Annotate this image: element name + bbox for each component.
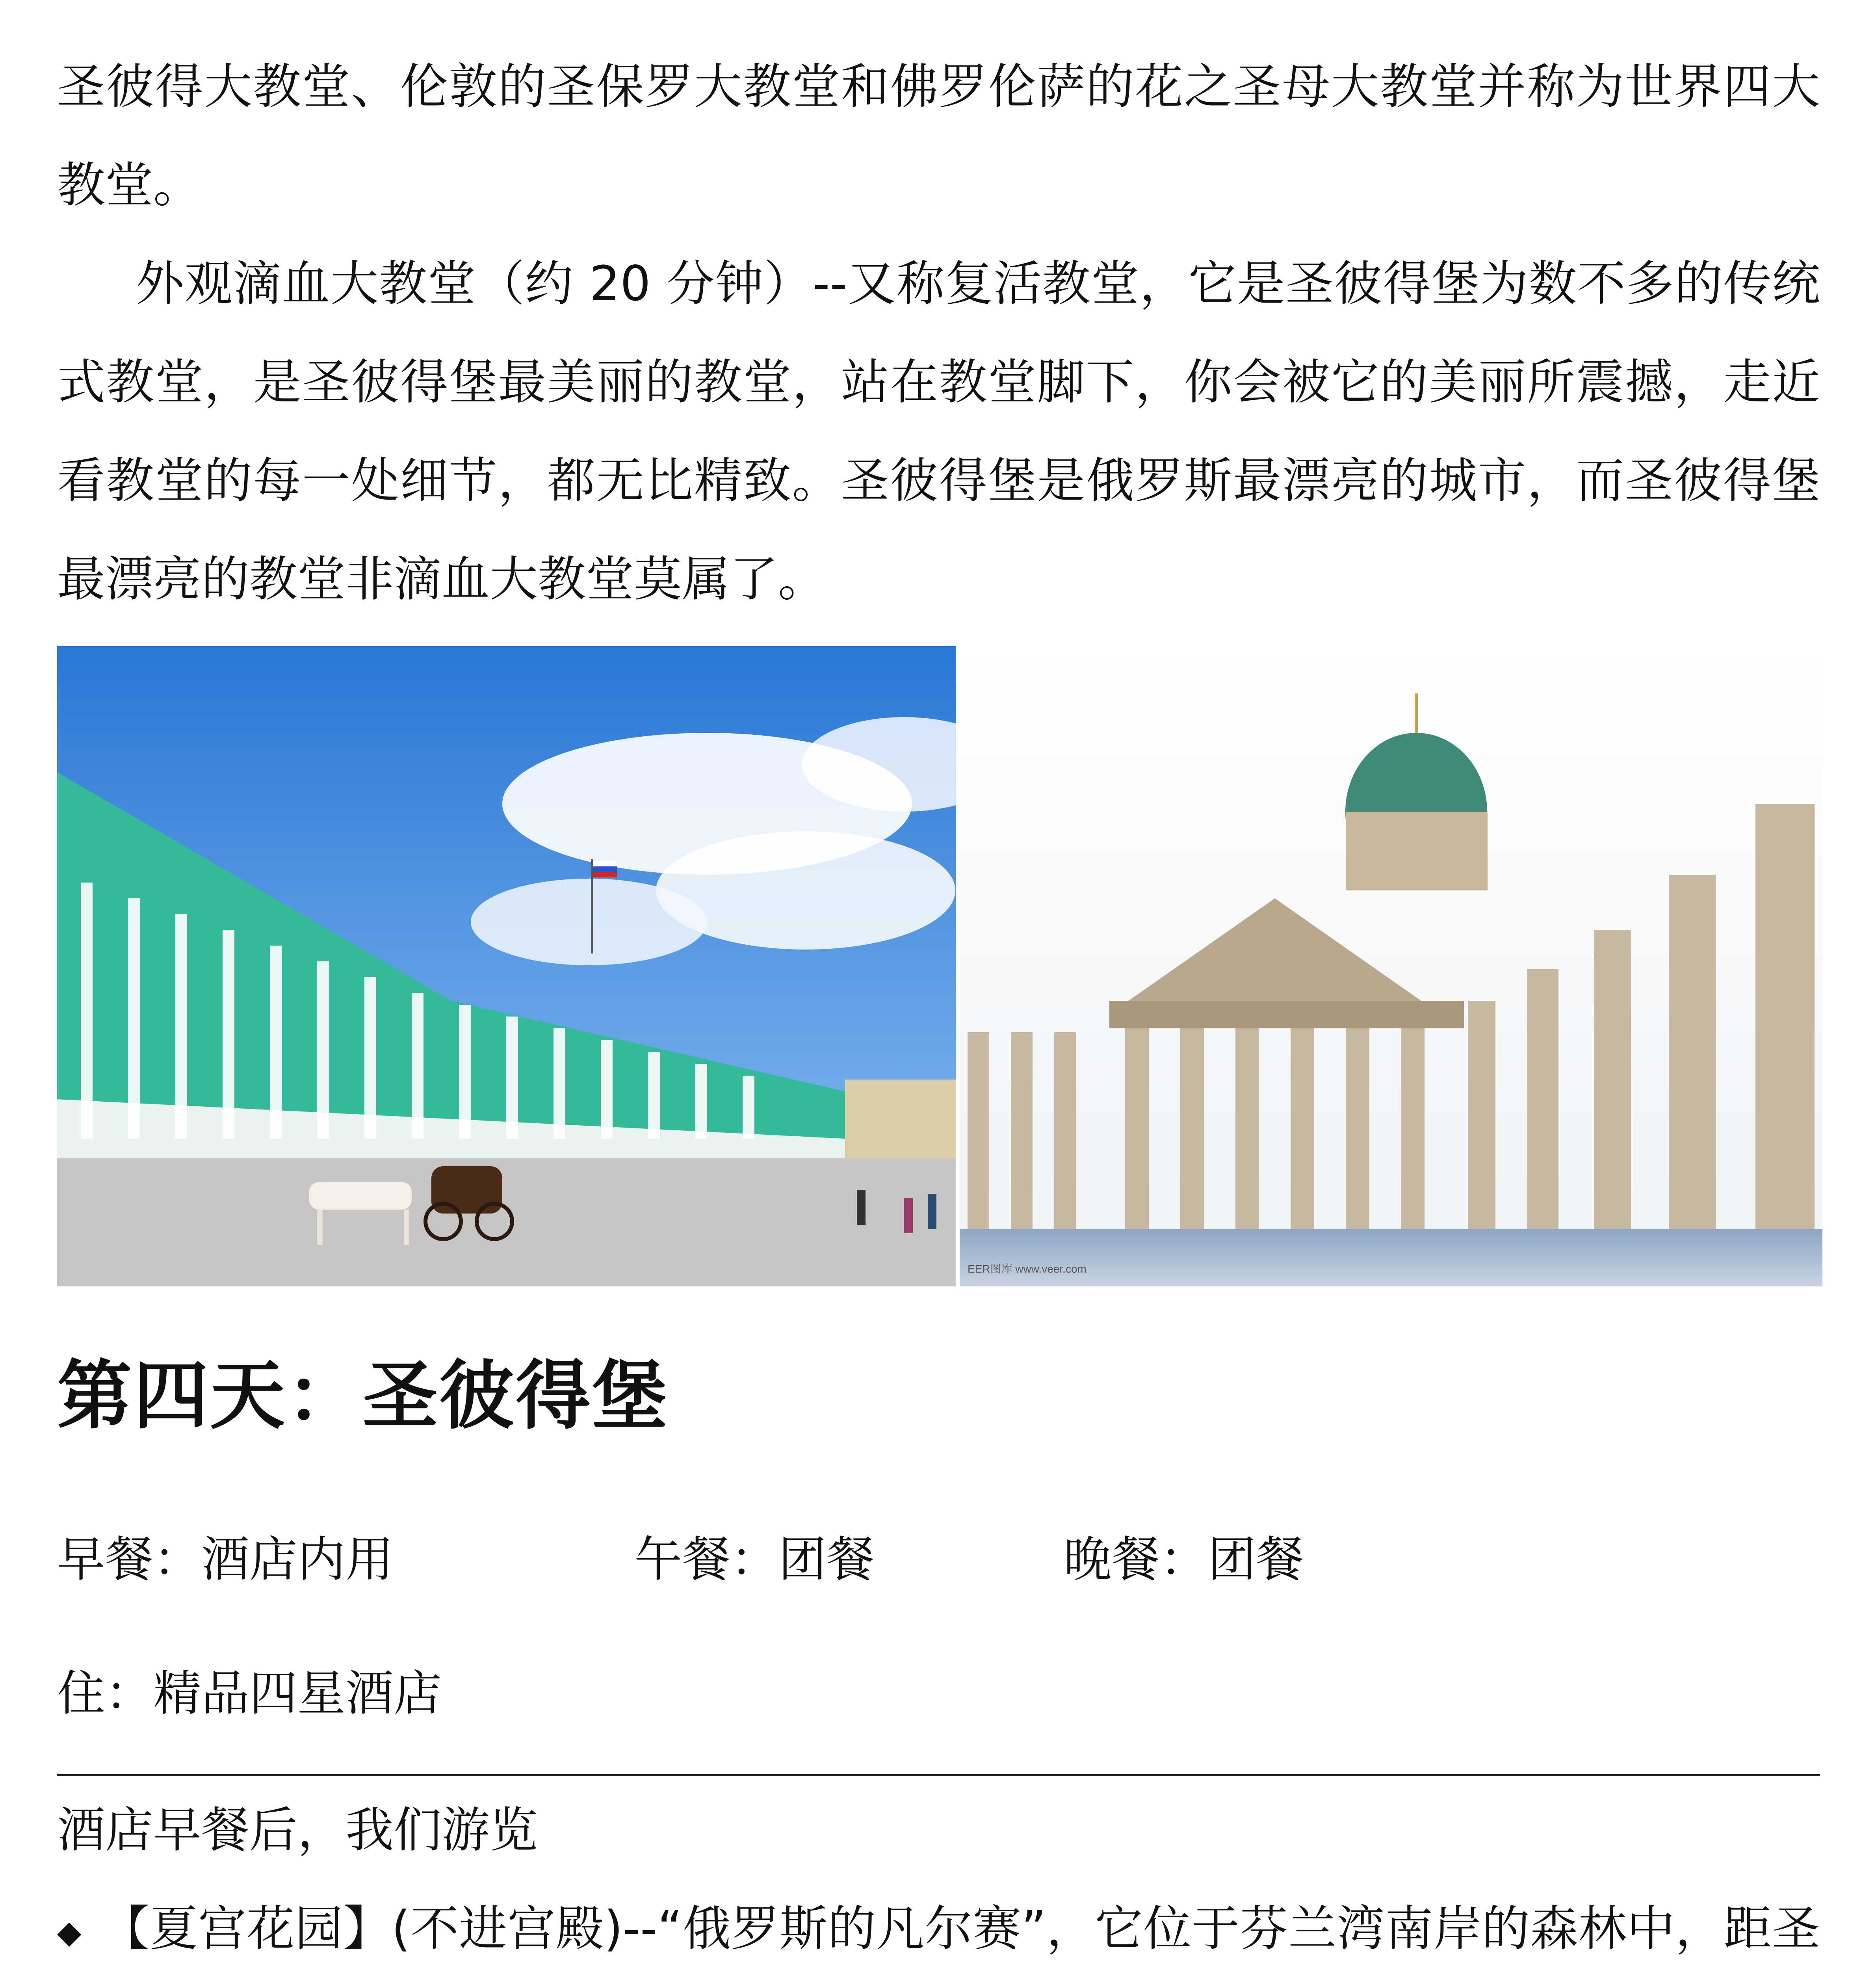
kazan-cathedral-photo xyxy=(960,646,1822,1286)
summer-palace-text: 【夏宫花园】(不进宫殿)--“俄罗斯的凡尔赛”，它位于芬兰湾南岸的森林中，距圣 xyxy=(101,1901,1820,1957)
lunch-label: 午餐：团餐 xyxy=(634,1531,875,1587)
day-four-heading: 第四天：圣彼得堡 xyxy=(57,1352,669,1439)
section-divider xyxy=(57,1774,1820,1776)
summer-palace-bullet xyxy=(57,1879,1820,1970)
photo-watermark: EER图库 www.veer.com xyxy=(968,1263,1087,1275)
dinner-label: 晚餐：团餐 xyxy=(1064,1531,1304,1587)
accommodation-label: 住：精品四星酒店 xyxy=(57,1665,442,1721)
diamond-bullet-icon: ◆ xyxy=(57,1913,82,1950)
breakfast-intro: 酒店早餐后，我们游览 xyxy=(57,1802,538,1858)
breakfast-label: 早餐：酒店内用 xyxy=(57,1531,394,1587)
paragraph-four-cathedrals: 圣彼得大教堂、伦敦的圣保罗大教堂和佛罗伦萨的花之圣母大教堂并称为世界四大教堂。 xyxy=(57,59,1820,213)
paragraph-spilled-blood-cathedral: 外观滴血大教堂（约 20 分钟）--又称复活教堂，它是圣彼得堡为数不多的传统式教堂，是圣彼得堡最美丽的教堂，站在教堂脚下，你会被它的美丽所震撼，走近看教堂的每一处细节，都无比精致。圣彼得堡是俄罗斯最漂亮的城市，而圣彼得堡最漂亮的教堂非滴血大教堂莫属了。 xyxy=(57,256,1820,607)
winter-palace-photo xyxy=(57,646,956,1286)
